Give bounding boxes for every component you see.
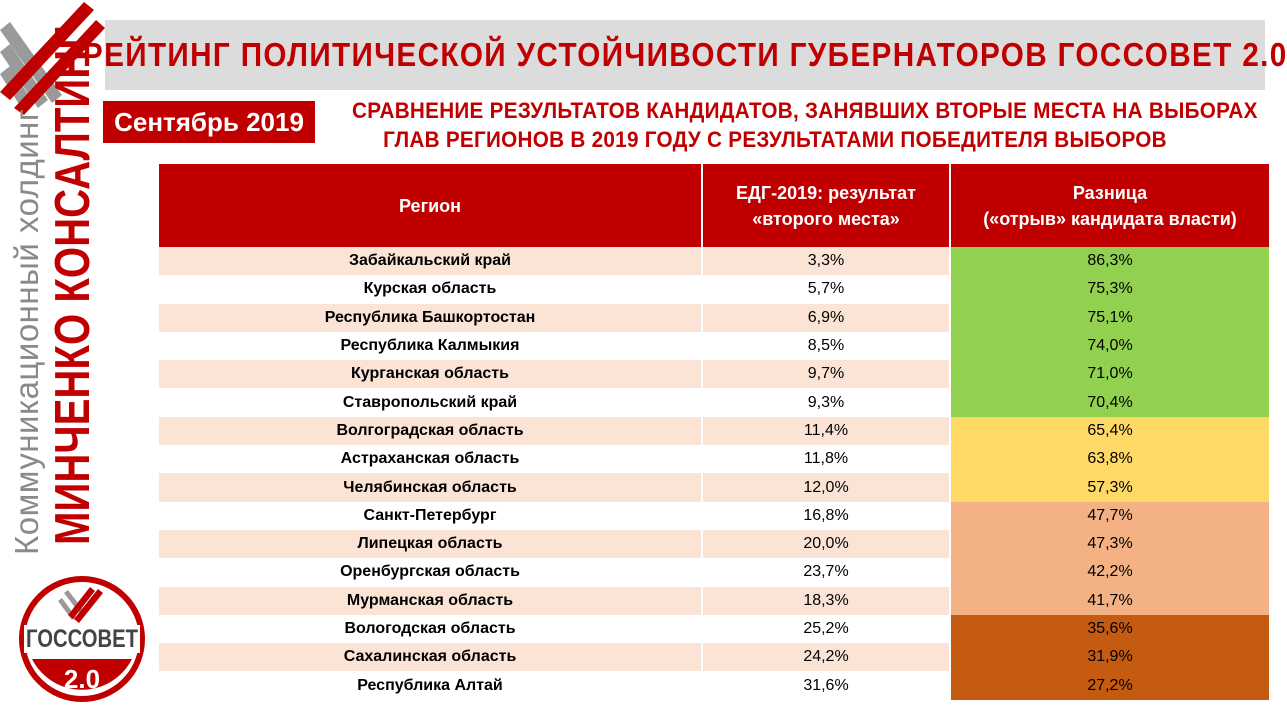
cell-region: Сахалинская область — [159, 643, 701, 671]
cell-second-place: 31,6% — [701, 671, 949, 699]
cell-second-place: 5,7% — [701, 275, 949, 303]
cell-region: Забайкальский край — [159, 247, 701, 275]
table-row — [159, 417, 1269, 445]
table-body — [159, 247, 1269, 700]
cell-second-place: 18,3% — [701, 587, 949, 615]
cell-difference: 65,4% — [949, 417, 1269, 445]
table-row — [159, 304, 1269, 332]
cell-second-place: 11,4% — [701, 417, 949, 445]
cell-region: Ставропольский край — [159, 388, 701, 416]
table-row — [159, 445, 1269, 473]
cell-region: Липецкая область — [159, 530, 701, 558]
cell-difference: 75,1% — [949, 304, 1269, 332]
cell-difference: 70,4% — [949, 388, 1269, 416]
cell-difference: 63,8% — [949, 445, 1269, 473]
title-bar — [82, 20, 1287, 90]
month-badge: Сентябрь 2019 — [103, 101, 315, 143]
table-row — [159, 615, 1269, 643]
cell-second-place: 20,0% — [701, 530, 949, 558]
cell-second-place: 9,7% — [701, 360, 949, 388]
cell-second-place: 8,5% — [701, 332, 949, 360]
cell-difference: 47,3% — [949, 530, 1269, 558]
cell-region: Мурманская область — [159, 587, 701, 615]
cell-difference: 74,0% — [949, 332, 1269, 360]
cell-region: Санкт-Петербург — [159, 502, 701, 530]
header-second-place — [701, 164, 949, 247]
table-row — [159, 530, 1269, 558]
table-row — [159, 643, 1269, 671]
table-row — [159, 502, 1269, 530]
cell-second-place: 9,3% — [701, 388, 949, 416]
subtitle-line2: ГЛАВ РЕГИОНОВ В 2019 ГОДУ С РЕЗУЛЬТАТАМИ ПОБЕДИТЕЛЯ ВЫБОРОВ — [383, 127, 1167, 152]
cell-region: Республика Башкортостан — [159, 304, 701, 332]
header-second-line2: «второго места» — [752, 208, 900, 229]
cell-difference: 35,6% — [949, 615, 1269, 643]
cell-region: Оренбургская область — [159, 558, 701, 586]
cell-second-place: 6,9% — [701, 304, 949, 332]
cell-difference: 75,3% — [949, 275, 1269, 303]
header-second-line1: ЕДГ-2019: результат — [736, 182, 916, 203]
brand-line2: МИНЧЕНКО КОНСАЛТИНГ — [46, 26, 100, 545]
cell-region: Республика Калмыкия — [159, 332, 701, 360]
subtitle — [325, 96, 1258, 154]
table-row — [159, 360, 1269, 388]
cell-second-place: 25,2% — [701, 615, 949, 643]
results-table — [159, 164, 1269, 700]
table-row — [159, 275, 1269, 303]
header-diff-line1: Разница — [1072, 182, 1148, 203]
gossovet-badge-logo — [18, 575, 146, 703]
cell-difference: 47,7% — [949, 502, 1269, 530]
cell-second-place: 16,8% — [701, 502, 949, 530]
header-diff-line2: («отрыв» кандидата власти) — [983, 208, 1237, 229]
cell-difference: 42,2% — [949, 558, 1269, 586]
table-row — [159, 671, 1269, 699]
cell-second-place: 23,7% — [701, 558, 949, 586]
cell-region: Челябинская область — [159, 473, 701, 501]
cell-region: Волгоградская область — [159, 417, 701, 445]
cell-region: Республика Алтай — [159, 671, 701, 699]
cell-second-place: 12,0% — [701, 473, 949, 501]
table-row — [159, 388, 1269, 416]
table-row — [159, 332, 1269, 360]
cell-region: Курганская область — [159, 360, 701, 388]
cell-difference: 86,3% — [949, 247, 1269, 275]
cell-region: Вологодская область — [159, 615, 701, 643]
cell-region: Курская область — [159, 275, 701, 303]
cell-second-place: 11,8% — [701, 445, 949, 473]
cell-region: Астраханская область — [159, 445, 701, 473]
header-difference — [949, 164, 1269, 247]
page-title: РЕЙТИНГ ПОЛИТИЧЕСКОЙ УСТОЙЧИВОСТИ ГУБЕРНАТОРОВ ГОССОВЕТ 2.0 — [82, 36, 1287, 73]
cell-difference: 71,0% — [949, 360, 1269, 388]
brand-line1: Коммуникационный холдинг — [8, 108, 45, 555]
cell-difference: 57,3% — [949, 473, 1269, 501]
header-region: Регион — [399, 195, 461, 216]
cell-second-place: 3,3% — [701, 247, 949, 275]
cell-second-place: 24,2% — [701, 643, 949, 671]
cell-difference: 41,7% — [949, 587, 1269, 615]
badge-version: 2.0 — [63, 664, 101, 694]
table-row — [159, 473, 1269, 501]
table-row — [159, 558, 1269, 586]
cell-difference: 27,2% — [949, 671, 1269, 699]
table-row — [159, 587, 1269, 615]
cell-difference: 31,9% — [949, 643, 1269, 671]
table-header — [159, 164, 1269, 247]
badge-word: ГОССОВЕТ — [26, 625, 138, 653]
table-row — [159, 247, 1269, 275]
subtitle-line1: СРАВНЕНИЕ РЕЗУЛЬТАТОВ КАНДИДАТОВ, ЗАНЯВШИХ ВТОРЫЕ МЕСТА НА ВЫБОРАХ — [352, 98, 1258, 123]
